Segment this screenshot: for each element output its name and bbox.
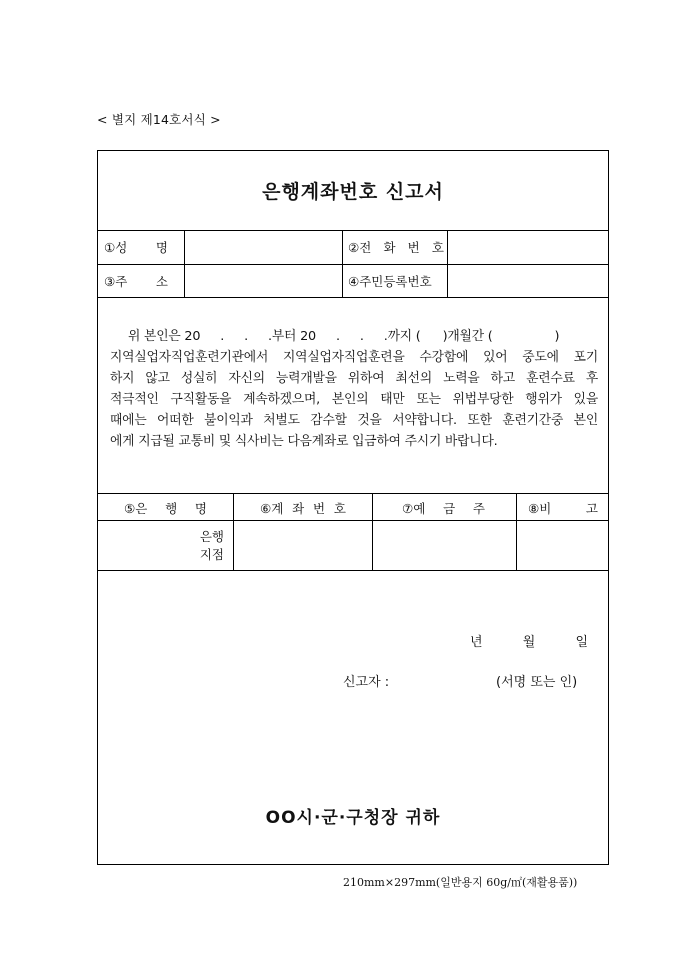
pledge-line: 에게 지급될 교통비 및 식사비는 다음계좌로 입금하여 주시기 바랍니다.: [110, 434, 498, 449]
divider: [98, 297, 608, 298]
resident-number-field[interactable]: [448, 265, 608, 297]
signer-label: 신고자 :: [343, 675, 390, 690]
signature-note: (서명 또는 인): [496, 675, 578, 690]
resident-number-label: ④주민등록번호: [348, 274, 432, 289]
report-form: [97, 150, 609, 865]
phone-label: ②전 화 번 호: [348, 240, 444, 255]
paper-spec: 210mm×297mm(일반용지 60g/㎡(재활용품)): [343, 876, 578, 889]
divider: [98, 493, 608, 494]
report-date: 년 월 일: [470, 635, 588, 650]
remarks-header: ⑧비 고: [528, 501, 598, 516]
account-number-field[interactable]: [234, 521, 371, 570]
form-number-label: < 별지 제14호서식 >: [97, 112, 221, 127]
pledge-text: [110, 326, 598, 452]
phone-field[interactable]: [448, 231, 608, 263]
form-title: 은행계좌번호 신고서: [262, 181, 444, 203]
address-field[interactable]: [185, 265, 341, 297]
pledge-line: 지역실업자직업훈련기관에서 지역실업자직업훈련을 수강함에 있어 중도에 포기: [110, 350, 598, 365]
divider: [342, 230, 343, 297]
depositor-header: ⑦예 금 주: [402, 501, 485, 516]
period-line: 위 본인은 20 . . .부터 20 . . .까지 ( )개월간 ( ): [128, 329, 560, 344]
remarks-field[interactable]: [517, 521, 608, 570]
depositor-field[interactable]: [373, 521, 515, 570]
signer-name-field[interactable]: [403, 667, 493, 689]
pledge-line: 때에는 어떠한 불이익과 처벌도 감수할 것을 서약합니다. 또한 훈련기간중 본인: [110, 413, 598, 428]
name-field[interactable]: [185, 231, 341, 263]
bank-name-field[interactable]: [98, 521, 233, 570]
pledge-line: 하지 않고 성실히 자신의 능력개발을 위하여 최선의 노력을 하고 훈련수료 후: [110, 371, 598, 386]
name-label: ①성 명: [104, 240, 168, 255]
addressee: OO시·군·구청장 귀하: [265, 808, 441, 828]
branch-suffix: 지점: [199, 547, 224, 562]
bank-name-header: ⑤은 행 명: [124, 501, 207, 516]
account-number-header: ⑥계 좌 번 호: [260, 501, 346, 516]
pledge-line: 적극적인 구직활동을 계속하겠으며, 본인의 태만 또는 위법부당한 행위가 있을: [110, 392, 598, 407]
bank-suffix: 은행: [199, 529, 224, 544]
address-label: ③주 소: [104, 274, 168, 289]
divider: [98, 570, 608, 571]
